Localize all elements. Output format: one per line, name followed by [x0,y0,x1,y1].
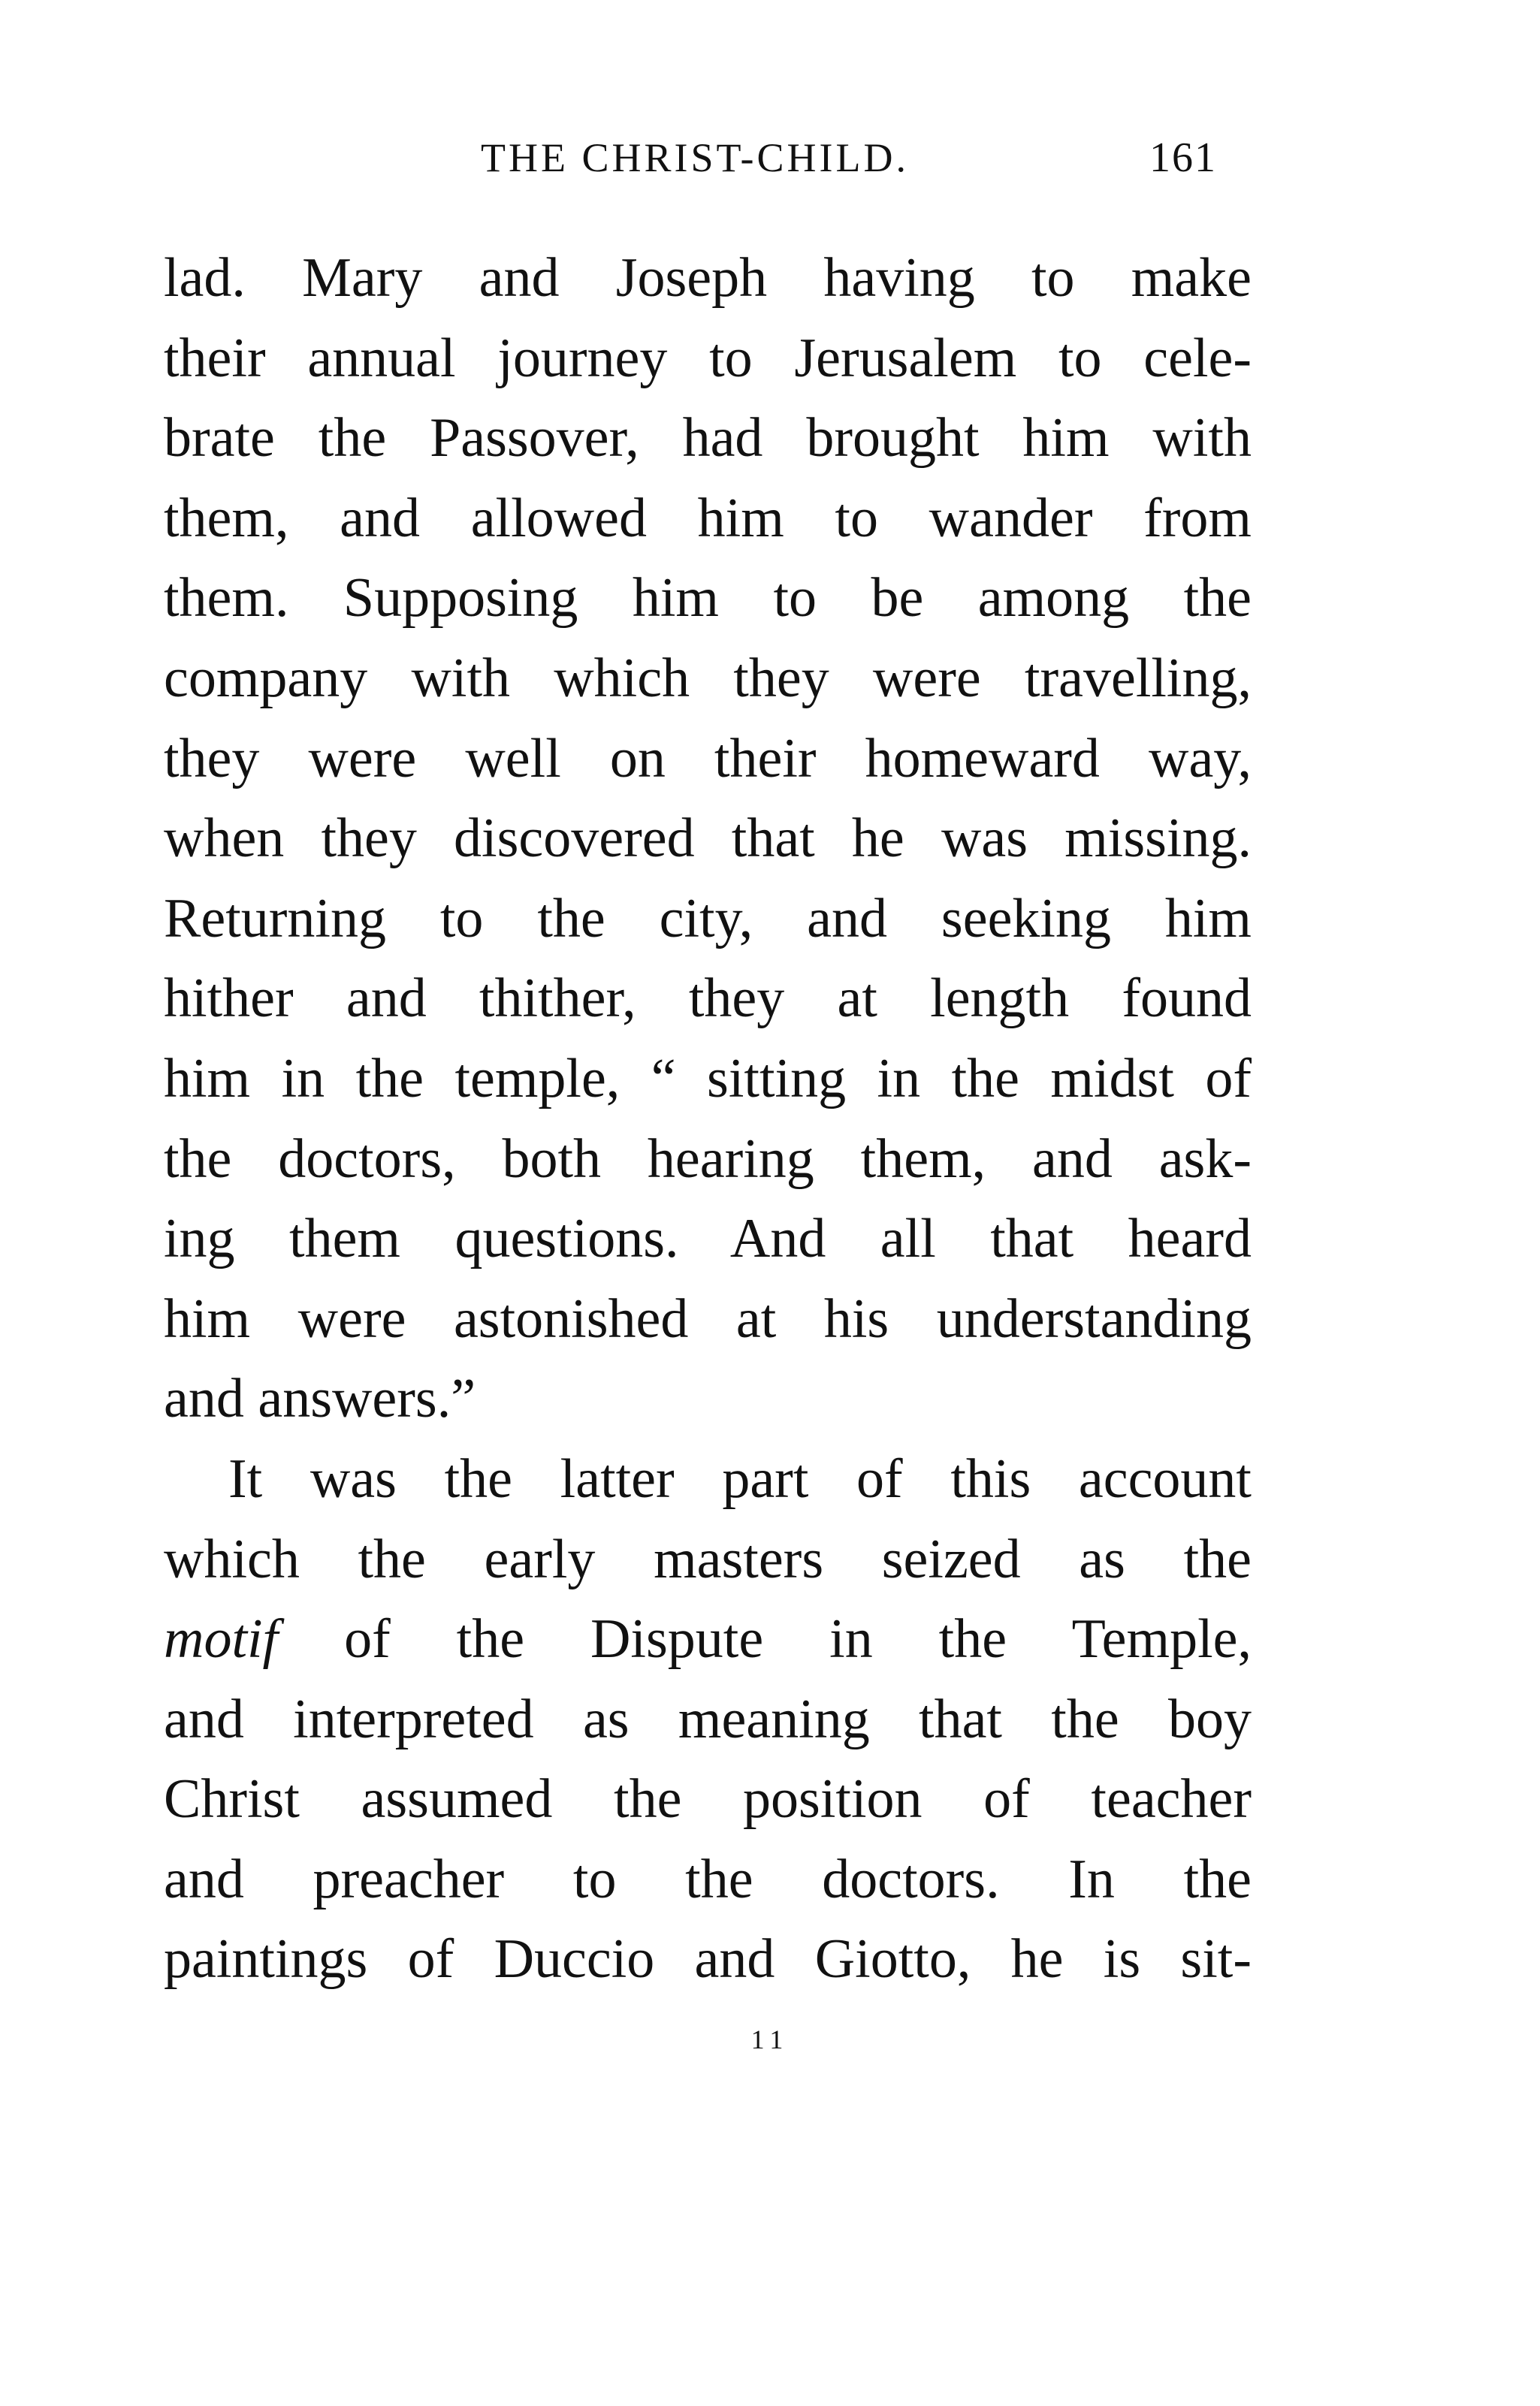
text-line: when they discovered that he was missing. [164,808,1252,870]
text-line: paintings of Duccio and Giotto, he is sit- [164,1928,1252,1991]
text-line: him in the temple, “ sitting in the midst of [164,1047,1252,1109]
text-line [164,1599,1252,1680]
text-line: and answers.” [164,1368,476,1430]
italic-word: motif [164,1608,279,1671]
text-line: brate the Passover, had brought him with [164,407,1252,469]
text-line: ing them questions. And all that heard [164,1208,1252,1270]
text-line: them, and allowed him to wander from [164,487,1252,549]
text-line: It was the latter part of this account [228,1448,1252,1510]
page-number: 161 [1149,134,1217,181]
text-line: lad. Mary and Joseph having to make [164,247,1252,309]
text-line: the doctors, both hearing them, and ask- [164,1128,1252,1190]
text-line: hither and thither, they at length found [164,968,1252,1030]
text-line: and preacher to the doctors. In the [164,1848,1252,1910]
text-line: them. Supposing him to be among the [164,567,1252,629]
text-line: Christ assumed the position of teacher [164,1768,1252,1831]
text-segment: of the Dispute in the Temple, [278,1608,1252,1671]
text-line: company with which they were travelling, [164,647,1252,709]
signature-mark: 11 [750,2024,790,2054]
text-line: their annual journey to Jerusalem to cele- [164,327,1252,389]
running-title: THE CHRIST-CHILD. [481,135,910,180]
body-text [164,238,1252,2000]
text-line: they were well on their homeward way, [164,727,1252,789]
text-line: Returning to the city, and seeking him [164,887,1252,949]
text-line: and interpreted as meaning that the boy [164,1688,1252,1750]
running-head [0,131,1540,184]
text-line: which the early masters seized as the [164,1528,1252,1590]
text-line: him were astonished at his understanding [164,1288,1252,1350]
